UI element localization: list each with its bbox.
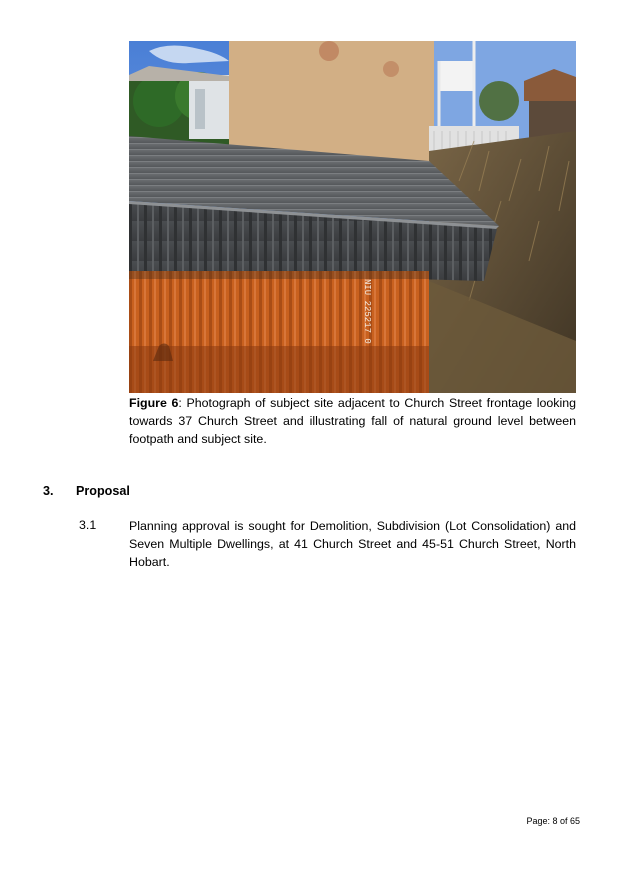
page-number: Page: 8 of 65 bbox=[526, 816, 580, 826]
container-marking: NIU 225217 0 bbox=[362, 279, 372, 344]
figure-caption-text: : Photograph of subject site adjacent to Church Street frontage looking towards 37 Church Street and illustrating fall of natural ground level between footpath and subject site. bbox=[129, 396, 576, 446]
clause-number: 3.1 bbox=[79, 518, 97, 532]
section-title: Proposal bbox=[76, 484, 130, 498]
section-number: 3. bbox=[43, 484, 54, 498]
clause-text: Planning approval is sought for Demolition, Subdivision (Lot Consolidation) and Seven Multiple Dwellings, at 41 Church Street and 45-51 Church Street, North Hobart. bbox=[129, 519, 576, 569]
figure-photograph bbox=[129, 41, 576, 393]
figure-caption-label: Figure 6 bbox=[129, 396, 179, 410]
figure-caption bbox=[129, 394, 576, 448]
